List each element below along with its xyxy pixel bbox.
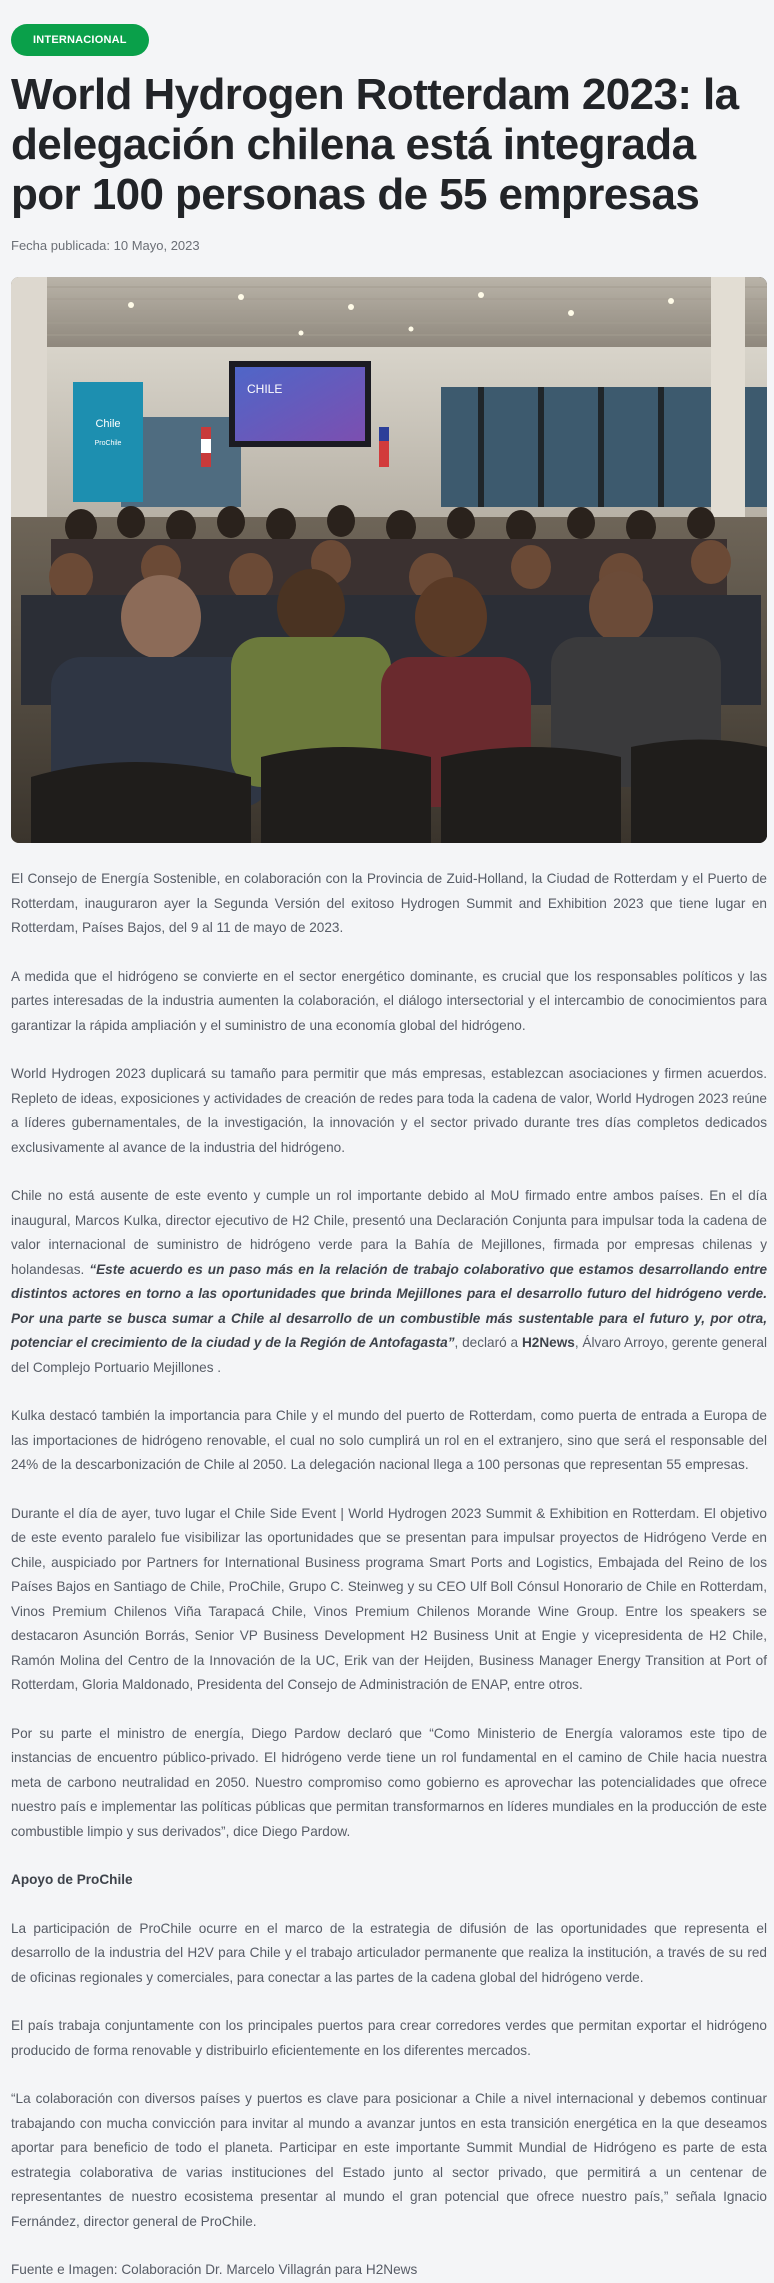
paragraph: Kulka destacó también la importancia para Chile y el mundo del puerto de Rotterdam, como puerta de entrada a Europa de las importaciones de hidrógeno renovable, el cual no solo cumplirá un rol en el extranjero, sino que será el responsable del 24% de la descarbonización de Chile al 2050. La delegación nacional llega a 100 personas que representan 55 empresas. xyxy=(11,1408,767,1472)
conference-photo xyxy=(11,277,767,843)
paragraph: La participación de ProChile ocurre en el marco de la estrategia de difusión de las oportunidades que representa el desarrollo de la industria del H2V para Chile y el trabajo articulador permanente que realiza la institución, a través de su red de oficinas regionales y comerciales, para conectar a las partes de la cadena global del hidrógeno verde. xyxy=(11,1920,767,1985)
svg-text:CHILE: CHILE xyxy=(247,382,283,396)
paragraph: “La colaboración con diversos países y puertos es clave para posicionar a Chile a nivel internacional y debemos continuar trabajando con mucha convicción para invitar al mundo a avanzar juntos en esta transición energética en la que deseamos aportar para beneficio de todo el planeta. Participar en este importante Summit Mundial de Hidrógeno es parte de esta estrategia colaborativa de varias instituciones del Estado junto al sector privado, que permitirá a un centenar de representantes de nuestro ecosistema presentar al mundo el gran potencial que ofrece nuestro país,” señala Ignacio Fernández, director general de ProChile. xyxy=(11,2091,767,2229)
paragraph: El país trabaja conjuntamente con los principales puertos para crear corredores verdes que permitan exportar el hidrógeno producido de forma renovable y distribuirlo eficientemente en los diferentes mercados. xyxy=(11,2018,767,2058)
paragraph: Durante el día de ayer, tuvo lugar el Chile Side Event | World Hydrogen 2023 Summit & Exhibition en Rotterdam. El objetivo de este evento paralelo fue visibilizar las oportunidades que se presentan para impulsar proyectos de Hidrógeno Verde en Chile, auspiciado por Partners for International Business programa Smart Ports and Logistics, Embajada del Reino de los Países Bajos en Santiago de Chile, ProChile, Grupo C. Steinweg y su CEO Ulf Boll Cónsul Honorario de Chile en Rotterdam, Vinos Premium Chilenos Viña Tarapacá Chile, Vinos Premium Chilenos Morande Wine Group. Entre los speakers se destacaron Asunción Borrás, Senior VP Business Development H2 Business Unit at Engie y vicepresidenta de H2 Chile, Ramón Molina del Centro de la Innovación de la UC, Erik van der Heijden, Business Manager Energy Transition at Port of Rotterdam, Gloria Maldonado, Presidenta del Consejo de Administración de ENAP, entre otros. xyxy=(11,1505,767,1692)
publish-date: Fecha publicada: 10 Mayo, 2023 xyxy=(11,238,200,253)
paragraph: World Hydrogen 2023 duplicará su tamaño para permitir que más empresas, establezcan asociaciones y firmen acuerdos. Repleto de ideas, exposiciones y actividades de creación de redes para toda la cadena de valor, World Hydrogen 2023 reúne a líderes gubernamentales, de la investigación, la innovación y el sector privado durante tres días completos dedicados exclusivamente al avance de la industria del hidrógeno. xyxy=(11,1066,767,1155)
source-link[interactable]: H2News xyxy=(521,1335,575,1350)
article-title: World Hydrogen Rotterdam 2023: la delegación chilena está integrada por 100 personas de 55 empresas xyxy=(11,70,739,219)
paragraph: A medida que el hidrógeno se convierte en el sector energético dominante, es crucial que los responsables políticos y las partes interesadas de la industria aumenten la colaboración, el diálogo intersectorial y el intercambio de conocimientos para garantizar la rápida ampliación y el suministro de una economía global del hidrógeno. xyxy=(11,968,767,1033)
projector-screen xyxy=(235,367,365,441)
paragraph-text: Chile no está ausente de este evento y cumple un rol importante debido al MoU firmado entre ambos países. En el día inaugural, Marcos Kulka, director ejecutivo de H2 Chile, presentó una Declaración Conjunta para impulsar toda la cadena de valor internacional de suministro de hidrógeno verde para la Bahía de Mejillones, firmada por empresas chilenas y holandesas. xyxy=(11,1188,767,1277)
svg-text:ProChile: ProChile xyxy=(94,440,122,447)
paragraph: El Consejo de Energía Sostenible, en colaboración con la Provincia de Zuid-Holland, la Ciudad de Rotterdam y el Puerto de Rotterdam, inauguraron ayer la Segunda Versión del exitoso Hydrogen Summit and Exhibition 2023 que tiene lugar en Rotterdam, Países Bajos, del 9 al 11 de mayo de 2023. xyxy=(11,871,767,935)
article-photo xyxy=(11,277,767,843)
paragraph xyxy=(11,1184,767,1380)
paragraph-text: , declaró a xyxy=(454,1335,522,1350)
article-body xyxy=(11,867,767,2283)
paragraph: Por su parte el ministro de energía, Diego Pardow declaró que “Como Ministerio de Energía valoramos este tipo de instancias de encuentro público-privado. El hidrógeno verde tiene un rol fundamental en el camino de Chile hacia nuestra meta de carbono neutralidad en 2050. Nuestro compromiso como gobierno es aprovechar las potencialidades que ofrece nuestro país e implementar las políticas públicas que permitan transformarnos en líderes mundiales en la producción de este combustible limpio y sus derivados”, dice Diego Pardow. xyxy=(11,1725,767,1839)
paragraph-text: , Álvaro Arroyo, gerente general del Complejo Portuario Mejillones . xyxy=(11,1335,767,1375)
category-badge[interactable]: INTERNACIONAL xyxy=(11,24,149,56)
quote-emphasis: “Este acuerdo es un paso más en la relación de trabajo colaborativo que estamos desarrollando entre distintos actores en torno a las oportunidades que brinda Mejillones para el desarrollo futuro del hidrógeno verde. Por una parte se busca sumar a Chile al desarrollo de un combustible más sustentable para el futuro y, por otra, potenciar el crecimiento de la ciudad y de la Región de Antofagasta” xyxy=(11,1261,768,1350)
credits: Fuente e Imagen: Colaboración Dr. Marcelo Villagrán para H2News xyxy=(11,2262,418,2277)
section-heading: Apoyo de ProChile xyxy=(11,1872,133,1887)
svg-text:Chile: Chile xyxy=(95,418,121,430)
